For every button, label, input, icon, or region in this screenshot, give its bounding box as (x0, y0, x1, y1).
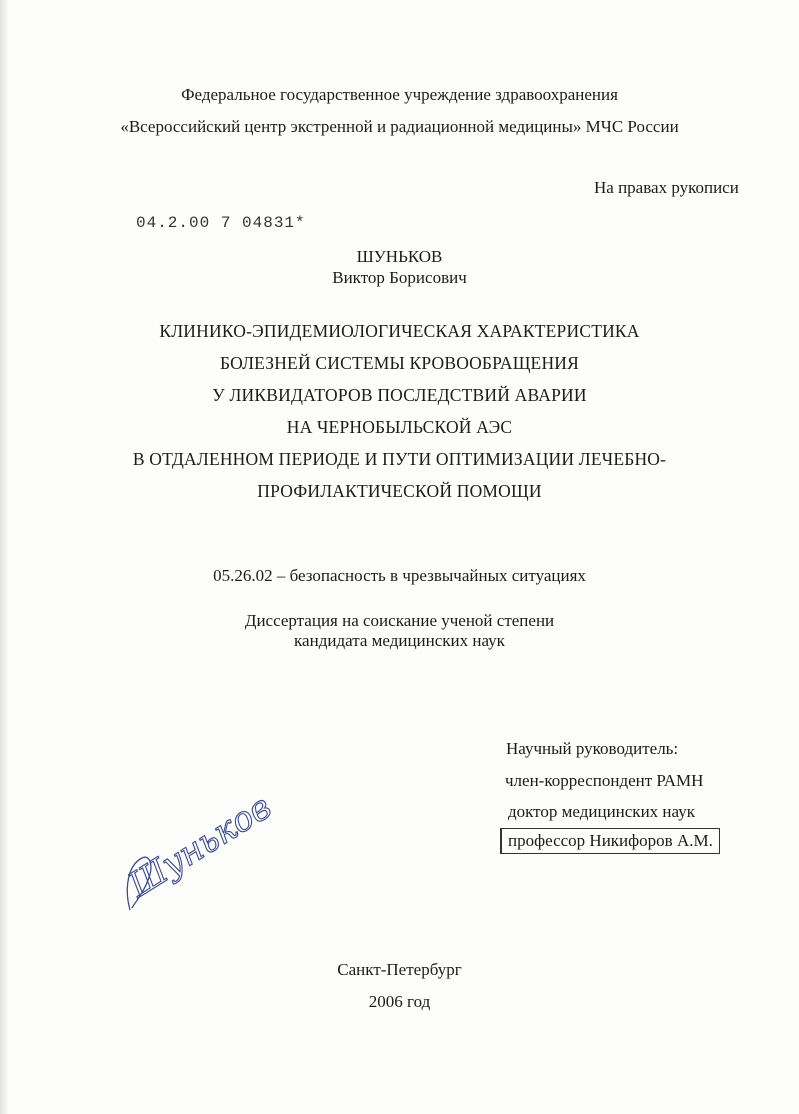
title-line: В ОТДАЛЕННОМ ПЕРИОДЕ И ПУТИ ОПТИМИЗАЦИИ ЛЕЧЕБНО- (132, 449, 667, 469)
supervisor-title-2: доктор медицинских наук (508, 802, 695, 821)
specialty-code: 05.26.02 – безопасность в чрезвычайных ситуациях (213, 566, 586, 585)
author-given-names: Виктор Борисович (332, 268, 467, 287)
supervisor-label: Научный руководитель: (506, 739, 679, 758)
title-line: НА ЧЕРНОБЫЛЬСКОЙ АЭС (286, 417, 513, 437)
title-line: ПРОФИЛАКТИЧЕСКОЙ ПОМОЩИ (257, 481, 542, 501)
author-signature (120, 770, 320, 920)
rights-note: На правах рукописи (594, 178, 739, 197)
institution-line-1: Федеральное государственное учреждение здравоохранения (181, 85, 618, 104)
author-surname: ШУНЬКОВ (356, 247, 443, 266)
degree-line-1: Диссертация на соискание ученой степени (244, 611, 555, 630)
signature-text: Шуньков (121, 786, 279, 906)
institution-line-2: «Всероссийский центр экстренной и радиационной медицины» МЧС России (120, 117, 679, 136)
supervisor-title-1: член-корреспондент РАМН (505, 771, 704, 790)
scan-edge-shadow (0, 0, 9, 1114)
title-line: БОЛЕЗНЕЙ СИСТЕМЫ КРОВООБРАЩЕНИЯ (219, 353, 579, 373)
title-line: У ЛИКВИДАТОРОВ ПОСЛЕДСТВИЙ АВАРИИ (212, 385, 587, 405)
supervisor-name-box: профессор Никифоров А.М. (500, 828, 720, 854)
title-line: КЛИНИКО-ЭПИДЕМИОЛОГИЧЕСКАЯ ХАРАКТЕРИСТИКА (159, 321, 640, 341)
city: Санкт-Петербург (337, 960, 462, 979)
year: 2006 год (368, 992, 431, 1011)
catalog-stamp: 04.2.00 7 04831* (136, 214, 306, 232)
degree-line-2: кандидата медицинских наук (294, 631, 505, 650)
